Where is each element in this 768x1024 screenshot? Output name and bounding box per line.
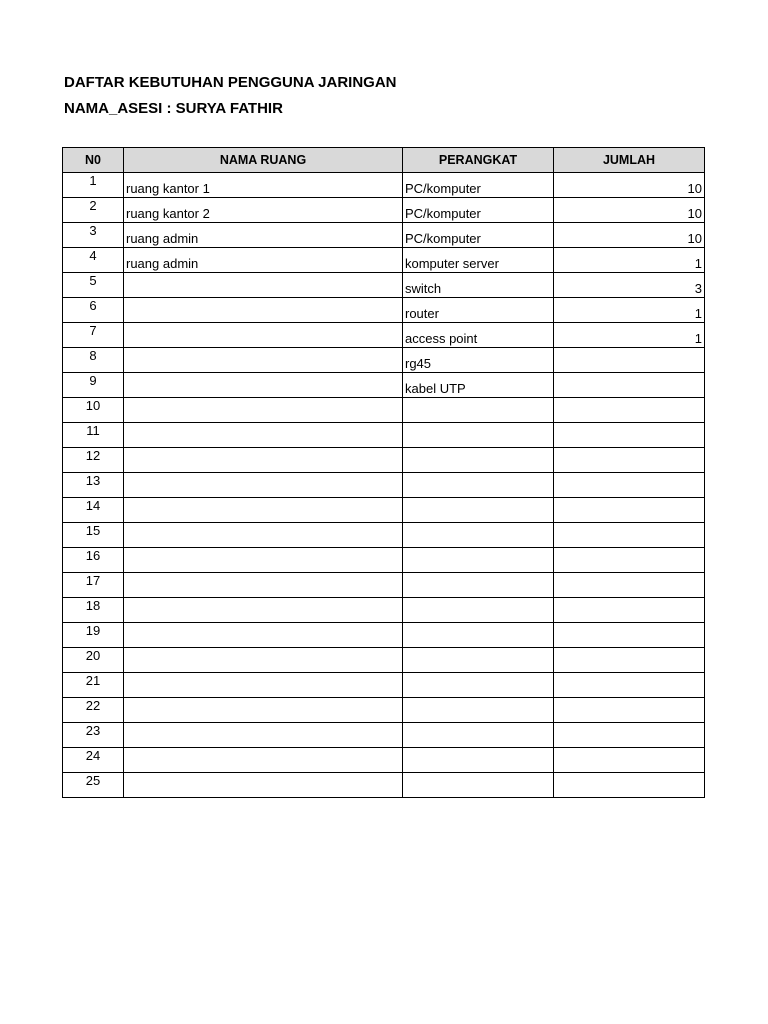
cell-perangkat: kabel UTP bbox=[403, 373, 554, 398]
cell-perangkat bbox=[403, 548, 554, 573]
cell-nama-ruang bbox=[124, 273, 403, 298]
cell-perangkat: PC/komputer bbox=[403, 173, 554, 198]
cell-perangkat: router bbox=[403, 298, 554, 323]
cell-nama-ruang bbox=[124, 323, 403, 348]
cell-perangkat bbox=[403, 773, 554, 798]
header-nama-ruang: NAMA RUANG bbox=[124, 148, 403, 173]
cell-no: 2 bbox=[63, 198, 124, 223]
cell-no: 23 bbox=[63, 723, 124, 748]
cell-no: 22 bbox=[63, 698, 124, 723]
cell-perangkat bbox=[403, 748, 554, 773]
table-row bbox=[63, 423, 705, 448]
cell-no: 18 bbox=[63, 598, 124, 623]
cell-perangkat bbox=[403, 673, 554, 698]
cell-jumlah bbox=[554, 423, 705, 448]
cell-perangkat: switch bbox=[403, 273, 554, 298]
table-row bbox=[63, 623, 705, 648]
header-no: N0 bbox=[63, 148, 124, 173]
cell-nama-ruang bbox=[124, 723, 403, 748]
table-row bbox=[63, 548, 705, 573]
cell-nama-ruang bbox=[124, 423, 403, 448]
requirements-table bbox=[62, 147, 705, 798]
document-title: DAFTAR KEBUTUHAN PENGGUNA JARINGAN bbox=[64, 74, 397, 91]
cell-jumlah bbox=[554, 523, 705, 548]
cell-nama-ruang bbox=[124, 473, 403, 498]
cell-no: 15 bbox=[63, 523, 124, 548]
cell-jumlah: 10 bbox=[554, 223, 705, 248]
cell-perangkat bbox=[403, 423, 554, 448]
cell-jumlah: 1 bbox=[554, 248, 705, 273]
table-row bbox=[63, 298, 705, 323]
cell-nama-ruang bbox=[124, 498, 403, 523]
cell-nama-ruang bbox=[124, 523, 403, 548]
cell-nama-ruang bbox=[124, 348, 403, 373]
table-row bbox=[63, 248, 705, 273]
cell-perangkat bbox=[403, 598, 554, 623]
cell-jumlah bbox=[554, 348, 705, 373]
cell-no: 14 bbox=[63, 498, 124, 523]
cell-no: 6 bbox=[63, 298, 124, 323]
table-row bbox=[63, 673, 705, 698]
cell-perangkat bbox=[403, 723, 554, 748]
table-row bbox=[63, 523, 705, 548]
asesi-name-line: NAMA_ASESI : SURYA FATHIR bbox=[64, 100, 283, 117]
cell-nama-ruang: ruang admin bbox=[124, 223, 403, 248]
table-row bbox=[63, 323, 705, 348]
cell-perangkat bbox=[403, 623, 554, 648]
cell-no: 12 bbox=[63, 448, 124, 473]
cell-perangkat: access point bbox=[403, 323, 554, 348]
cell-jumlah bbox=[554, 648, 705, 673]
cell-jumlah: 3 bbox=[554, 273, 705, 298]
cell-no: 10 bbox=[63, 398, 124, 423]
cell-jumlah bbox=[554, 748, 705, 773]
table-row bbox=[63, 648, 705, 673]
cell-perangkat bbox=[403, 473, 554, 498]
cell-jumlah bbox=[554, 398, 705, 423]
table-row bbox=[63, 198, 705, 223]
cell-perangkat bbox=[403, 648, 554, 673]
cell-jumlah: 1 bbox=[554, 323, 705, 348]
table-row bbox=[63, 573, 705, 598]
table-row bbox=[63, 448, 705, 473]
cell-nama-ruang: ruang admin bbox=[124, 248, 403, 273]
cell-jumlah bbox=[554, 373, 705, 398]
table-row bbox=[63, 223, 705, 248]
cell-no: 8 bbox=[63, 348, 124, 373]
cell-no: 1 bbox=[63, 173, 124, 198]
cell-nama-ruang bbox=[124, 398, 403, 423]
cell-no: 3 bbox=[63, 223, 124, 248]
cell-jumlah bbox=[554, 673, 705, 698]
cell-perangkat: rg45 bbox=[403, 348, 554, 373]
cell-nama-ruang bbox=[124, 623, 403, 648]
cell-no: 17 bbox=[63, 573, 124, 598]
cell-nama-ruang bbox=[124, 598, 403, 623]
table-row bbox=[63, 273, 705, 298]
cell-perangkat: PC/komputer bbox=[403, 198, 554, 223]
cell-jumlah bbox=[554, 773, 705, 798]
cell-jumlah bbox=[554, 548, 705, 573]
cell-jumlah bbox=[554, 448, 705, 473]
cell-nama-ruang bbox=[124, 373, 403, 398]
cell-nama-ruang bbox=[124, 673, 403, 698]
cell-perangkat bbox=[403, 523, 554, 548]
table-row bbox=[63, 498, 705, 523]
cell-no: 9 bbox=[63, 373, 124, 398]
table-row bbox=[63, 748, 705, 773]
cell-nama-ruang bbox=[124, 648, 403, 673]
table-row bbox=[63, 473, 705, 498]
cell-perangkat bbox=[403, 698, 554, 723]
cell-jumlah: 10 bbox=[554, 173, 705, 198]
cell-perangkat: PC/komputer bbox=[403, 223, 554, 248]
cell-jumlah bbox=[554, 623, 705, 648]
table-row bbox=[63, 723, 705, 748]
cell-no: 5 bbox=[63, 273, 124, 298]
cell-nama-ruang: ruang kantor 1 bbox=[124, 173, 403, 198]
header-jumlah: JUMLAH bbox=[554, 148, 705, 173]
cell-jumlah bbox=[554, 573, 705, 598]
cell-no: 13 bbox=[63, 473, 124, 498]
table-row bbox=[63, 348, 705, 373]
table-row bbox=[63, 598, 705, 623]
cell-perangkat bbox=[403, 448, 554, 473]
cell-perangkat bbox=[403, 573, 554, 598]
cell-jumlah: 10 bbox=[554, 198, 705, 223]
table-row bbox=[63, 773, 705, 798]
cell-perangkat bbox=[403, 498, 554, 523]
cell-jumlah bbox=[554, 473, 705, 498]
header-perangkat: PERANGKAT bbox=[403, 148, 554, 173]
cell-nama-ruang bbox=[124, 298, 403, 323]
cell-no: 21 bbox=[63, 673, 124, 698]
cell-no: 24 bbox=[63, 748, 124, 773]
cell-jumlah bbox=[554, 698, 705, 723]
cell-jumlah bbox=[554, 598, 705, 623]
table-header-row bbox=[63, 148, 705, 173]
cell-no: 7 bbox=[63, 323, 124, 348]
cell-no: 19 bbox=[63, 623, 124, 648]
cell-nama-ruang bbox=[124, 573, 403, 598]
cell-jumlah: 1 bbox=[554, 298, 705, 323]
table-row bbox=[63, 398, 705, 423]
table-row bbox=[63, 173, 705, 198]
cell-no: 25 bbox=[63, 773, 124, 798]
cell-perangkat: komputer server bbox=[403, 248, 554, 273]
cell-perangkat bbox=[403, 398, 554, 423]
cell-jumlah bbox=[554, 723, 705, 748]
cell-nama-ruang bbox=[124, 448, 403, 473]
cell-nama-ruang bbox=[124, 773, 403, 798]
table-row bbox=[63, 373, 705, 398]
cell-nama-ruang bbox=[124, 748, 403, 773]
cell-nama-ruang: ruang kantor 2 bbox=[124, 198, 403, 223]
cell-nama-ruang bbox=[124, 698, 403, 723]
cell-nama-ruang bbox=[124, 548, 403, 573]
cell-no: 11 bbox=[63, 423, 124, 448]
cell-no: 16 bbox=[63, 548, 124, 573]
cell-jumlah bbox=[554, 498, 705, 523]
cell-no: 20 bbox=[63, 648, 124, 673]
table-row bbox=[63, 698, 705, 723]
cell-no: 4 bbox=[63, 248, 124, 273]
